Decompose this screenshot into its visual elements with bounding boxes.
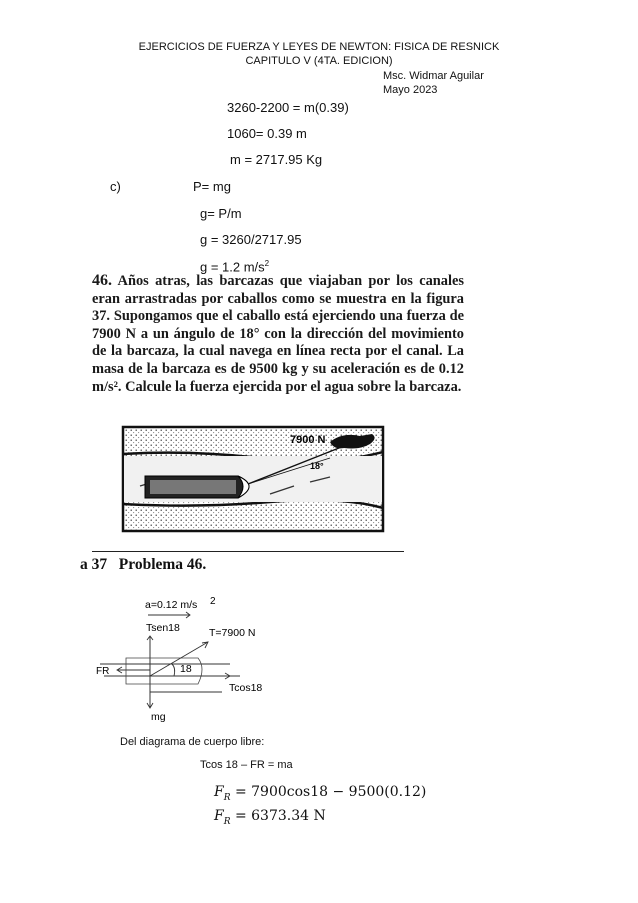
figure-angle-label: 18° [310, 461, 324, 471]
fbd-angle-label: 18 [180, 663, 192, 675]
fbd-weight-label: mg [151, 711, 166, 723]
header-date: Mayo 2023 [383, 84, 438, 96]
problem-text: Años atras, las barcazas que viajaban por los canales eran arrastradas por caballos como se muestra en la figura 37. Supongamos que el caballo está ejerciendo una fuerza de 7900 N a un ángulo de 18° con la dirección del movimiento de la barcaza, la cual navega en línea recta por el canal. La masa de la barcaza es de 9500 kg y su aceleración es de 0.12 m/s². Calcule la fuerza ejercida por el agua sobre la barcaza. [92, 273, 464, 395]
part-c-line2: g= P/m [200, 206, 242, 221]
solution-eq2-symbol: F [214, 808, 224, 824]
part-c-line3: g = 3260/2717.95 [200, 232, 302, 247]
solution-eq2-rhs: = 6373.34 N [234, 808, 326, 824]
part-c-line4-base: g = 1.2 m/s [200, 259, 265, 275]
fbd-tsen-label: Tsen18 [146, 622, 180, 634]
prev-solution-line2: 1060= 0.39 m [227, 126, 307, 141]
solution-eq1-sub: R [223, 792, 231, 803]
figure-divider [92, 551, 404, 552]
figure-caption-text: Problema 46. [118, 556, 207, 573]
header-title-line2: CAPITULO V (4TA. EDICION) [245, 55, 393, 67]
fbd-tcos-label: Tcos18 [229, 682, 263, 694]
solution-equation: Tcos 18 – FR = ma [200, 759, 293, 771]
figure-caption-prefix: a 37 [80, 556, 108, 573]
free-body-diagram [90, 588, 310, 723]
header-title-line1: EJERCICIOS DE FUERZA Y LEYES DE NEWTON: FISICA DE RESNICK [138, 41, 500, 53]
fbd-accel-exp: 2 [210, 596, 216, 607]
solution-eq2 [214, 808, 326, 827]
part-c-label: c) [110, 179, 121, 194]
figure-caption [80, 556, 206, 574]
solution-eq1-rhs: = 7900cos18 − 9500(0.12) [234, 784, 427, 800]
barge-figure [120, 424, 386, 534]
solution-eq2-sub: R [223, 816, 231, 827]
solution-eq1 [214, 784, 426, 803]
fbd-accel-label: a=0.12 m/s [145, 599, 198, 611]
problem-statement [92, 272, 464, 396]
fbd-friction-label: FR [96, 666, 110, 677]
header-author: Msc. Widmar Aguilar [383, 70, 484, 82]
prev-solution-line3: m = 2717.95 Kg [230, 152, 323, 167]
problem-number: 46. [92, 272, 112, 289]
part-c-line1: P= mg [193, 179, 231, 194]
solution-eq1-symbol: F [214, 784, 224, 800]
solution-intro: Del diagrama de cuerpo libre: [120, 736, 265, 748]
figure-force-label: 7900 N [290, 434, 326, 446]
part-c-line4-exp: 2 [264, 259, 270, 268]
prev-solution-line1: 3260-2200 = m(0.39) [227, 100, 349, 115]
fbd-tension-label: T=7900 N [209, 627, 256, 639]
